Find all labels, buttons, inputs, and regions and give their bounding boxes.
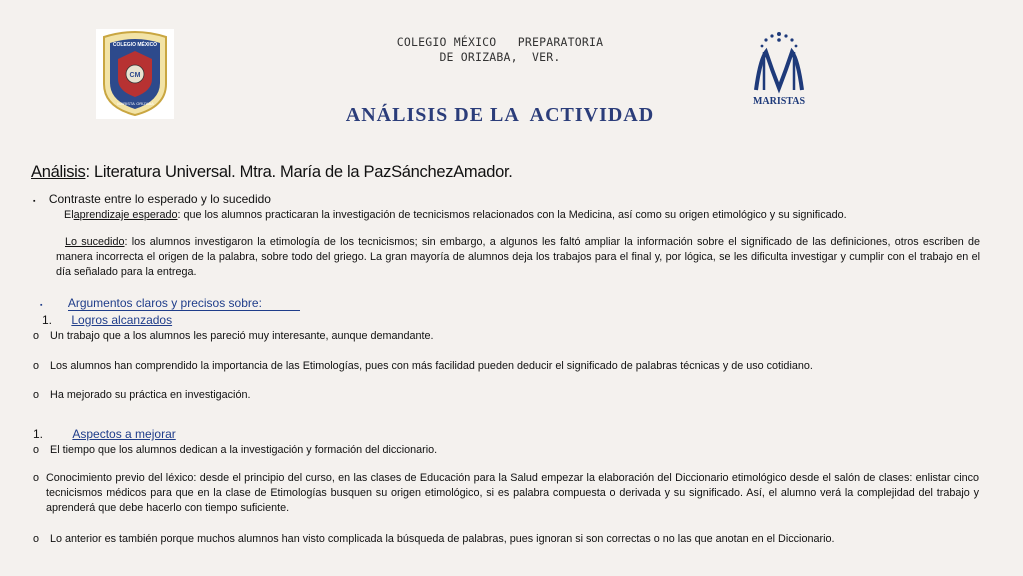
circle-bullet-icon: o — [33, 533, 40, 545]
square-bullet-icon: ▪ — [33, 198, 36, 205]
page-title: ANÁLISIS DE LA ACTIVIDAD — [345, 104, 655, 126]
logros-title: Logros alcanzados — [71, 313, 173, 327]
expected-label: aprendizaje esperado — [73, 209, 178, 221]
section2-title: Argumentos claros y precisos sobre: — [68, 296, 300, 311]
mejorar-item — [33, 443, 983, 458]
logo-bottom-right: ORIZABA — [136, 101, 154, 106]
mejorar-title: Aspectos a mejorar — [72, 427, 176, 441]
logros-item-text: Un trabajo que a los alumnos les pareció muy interesante, aunque demandante. — [50, 330, 434, 342]
heading-prefix: Análisis — [31, 163, 86, 181]
circle-bullet-icon: o — [33, 389, 40, 401]
logros-item — [33, 329, 983, 344]
mejorar-item-text: Conocimiento previo del léxico: desde el principio del curso, en las clases de Educación para la Salud empezar la elaboración del Diccionario etimológico desde el salón de clases: enlistar cinco tecnicismos médicos para que en la clase de Etimologías busquen su origen etimológico, si es palabra compuesta o derivada y su significado. Así, el alumno verá la complejidad del trabajo y aprenderá que debe hacerlo con tiempo suficiente. — [46, 472, 979, 514]
mejorar-title-row — [33, 427, 176, 441]
happened-label: Lo sucedido — [65, 236, 125, 248]
logros-item — [33, 359, 983, 374]
logros-number: 1. — [42, 313, 53, 327]
logros-item-text: Los alumnos han comprendido la importancia de las Etimologías, pues con más facilidad pueden deducir el significado de palabras técnicas y de uso cotidiano. — [50, 360, 813, 372]
colegio-mexico-logo — [96, 29, 174, 119]
maristas-wordmark: MARISTAS — [752, 96, 806, 107]
square-bullet-icon: ▪ — [40, 302, 43, 309]
expected-before: El — [64, 209, 74, 221]
mejorar-item — [33, 471, 979, 516]
mejorar-item — [33, 532, 983, 547]
circle-bullet-icon: o — [33, 360, 40, 372]
section2-title-row — [40, 296, 300, 311]
maristas-logo — [742, 30, 817, 108]
mejorar-item-text: Lo anterior es también porque muchos alumnos han visto complicada la búsqueda de palabras, pues ignoran si son correctas o no las que anotan en el Diccionario. — [50, 533, 835, 545]
circle-bullet-icon: o — [33, 444, 40, 456]
section1-title-row — [33, 192, 271, 206]
happened-text: : los alumnos investigaron la etimología de los tecnicismos; sin embargo, a algunos les faltó ampliar la información sobre el significado de las definiciones, otros escriben de manera incorrecta el origen de la palabra, sobre todo del griego. La gran mayoría de alumnos deja los trabajos para el final y, por lógica, se les dificulta investigar y cumplir con el trabajo en el día señalado para la entrega. — [56, 236, 980, 278]
expected-text: : que los alumnos practicaran la investigación de tecnicismos relacionados con la Medicina, así como su origen etimológico y su significado. — [177, 209, 847, 221]
logros-title-row — [42, 313, 172, 327]
logo-bottom-left: MARISTA — [117, 101, 135, 106]
circle-bullet-icon: o — [33, 472, 40, 484]
logo-monogram: CM — [129, 72, 141, 79]
logros-item-text: Ha mejorado su práctica en investigación. — [50, 389, 251, 401]
school-line-2: DE ORIZABA, VER. — [439, 50, 561, 64]
mejorar-number: 1. — [33, 427, 44, 441]
school-line-1: COLEGIO MÉXICO PREPARATORIA — [396, 35, 604, 49]
school-name — [330, 35, 670, 65]
happened-paragraph — [56, 235, 980, 280]
mejorar-item-text: El tiempo que los alumnos dedican a la investigación y formación del diccionario. — [50, 444, 438, 456]
expected-paragraph — [64, 208, 984, 223]
logros-item — [33, 388, 983, 403]
heading-rest: : Literatura Universal. Mtra. María de la PazSánchezAmador. — [85, 163, 513, 181]
logo-top-text: COLEGIO MÉXICO — [112, 42, 158, 48]
analysis-heading — [31, 163, 513, 182]
circle-bullet-icon: o — [33, 330, 40, 342]
section1-title: Contraste entre lo esperado y lo sucedido — [48, 192, 271, 206]
